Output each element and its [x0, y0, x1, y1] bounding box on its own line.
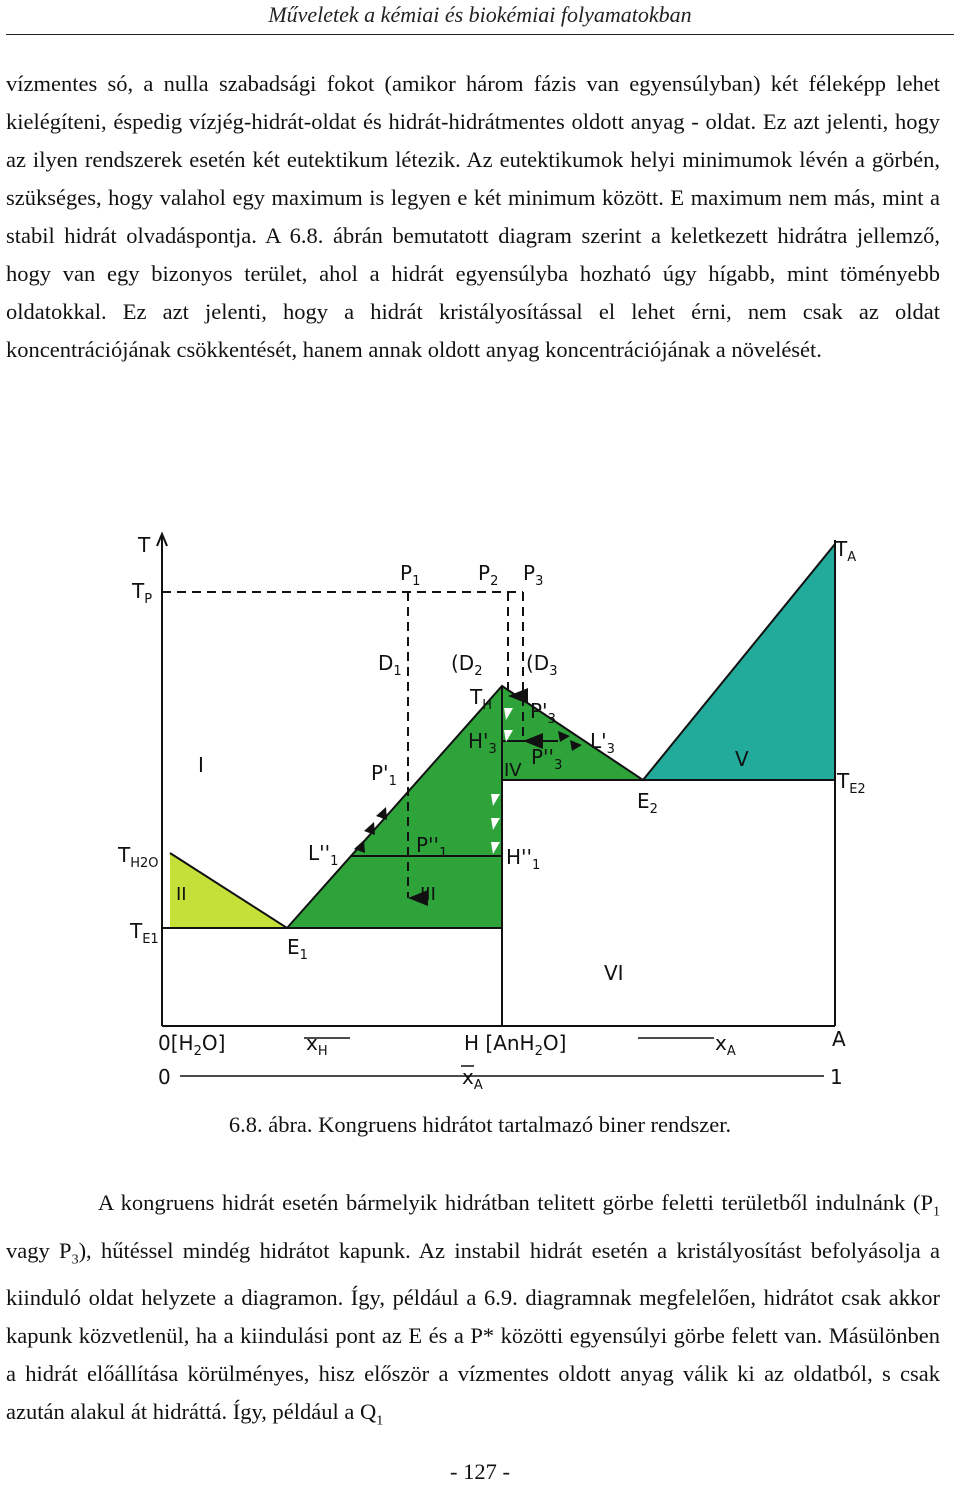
label-TE2: $T_{E2}$ [837, 769, 866, 797]
label-P2: $P_2$ [478, 561, 499, 589]
label-E2: $E_2$ [637, 789, 658, 817]
bottom-axis-zero: 0 [158, 1065, 171, 1089]
arrow-curve-3 [376, 807, 387, 820]
label-D3: ($D_3$ [526, 651, 558, 679]
label-P1-prime: $P'_1$ [371, 761, 397, 789]
region-label-V: V [735, 747, 749, 771]
label-E1: $E_1$ [287, 935, 308, 963]
label-P3: $P_3$ [523, 561, 544, 589]
region-III-IV-fill [287, 686, 643, 928]
header-rule [6, 34, 954, 35]
label-P3-prime: $P'_3$ [530, 699, 556, 727]
label-D2: ($D_2$ [451, 651, 483, 679]
label-L1-double-prime: $L''_1$ [308, 841, 339, 869]
region-label-III: III [420, 884, 436, 905]
label-T: T [138, 533, 151, 557]
region-label-IV: IV [504, 760, 522, 781]
x-axis-xH-label: $x_H$ [306, 1031, 328, 1059]
region-label-II: II [176, 884, 187, 905]
figure-caption: 6.8. ábra. Kongruens hidrátot tartalmazó biner rendszer. [228, 1112, 732, 1137]
paragraph-2: A kongruens hidrát esetén bármelyik hidrátban telitett görbe feletti területből indulnánk ($P_1$ vagy $P_3$), hűtéssel mindég hidrátot kapunk. Az instabil hidrát esetén a kristályosítást befolyásolja a kiinduló oldat helyzete a diagramon. Így, például a 6.9. diagramnak megfelelően, hidrátot csak akkor kapunk közvetlenül, ha a kiindulási pont az E és a P* közötti egyensúlyi görbe felett van. Másülönben a hidrát előállítása körülményes, hisz először a vízmentes oldott anyag válik ki az oldatból, s csak azután alakul át hidráttá. Így, például a $Q_1$ [6, 1190, 941, 1429]
label-TH2O: $T_{H2O}$ [118, 843, 159, 871]
phase-diagram-figure [118, 526, 878, 1101]
label-H3-prime: $H'_3$ [468, 729, 497, 757]
page-number: - 127 - [450, 1459, 510, 1484]
label-D1: $D_1$ [378, 651, 402, 679]
region-label-I: I [198, 753, 204, 777]
running-title: Műveletek a kémiai és biokémiai folyamatokban [268, 2, 692, 27]
x-axis-xA-label: $x_A$ [715, 1031, 736, 1059]
region-label-VI: VI [604, 961, 624, 985]
bottom-axis-one: 1 [830, 1065, 843, 1089]
x-axis-hydrate-label: H [AnH$_2$O] [464, 1031, 567, 1059]
bottom-axis-xA: $x_A$ [462, 1065, 483, 1093]
label-TP: $T_P$ [132, 579, 153, 607]
label-TH: $T_H$ [470, 685, 492, 713]
arrow-curve-2 [364, 822, 375, 835]
paragraph-1: vízmentes só, a nulla szabadsági fokot (amikor három fázis van egyensúlyban) két féleképp lehet kielégíteni, éspedig vízjég-hidrát-oldat és hidrát-hidrátmentes oldott anyag - oldat. Ez azt jelenti, hogy az ilyen rendszerek esetén két eutektikum létezik. Az eutektikumok helyi minimumok lévén a görbén, szükséges, hogy valahol egy maximum is legyen e két minimum között. E maximum nem más, mint a stabil hidrát olvadáspontja. A 6.8. ábrán bemutatott diagram szerint a keletkezett hidrátra jellemző, hogy van egy bizonyos terület, ahol a hidrát egyensúlyba hozható úgy hígabb, mint töményebb oldatokkal. Ez azt jelenti, hogy a hidrát kristályosítással el lehet érni, nem csak az oldat koncentrációjának csökkentését, hanem annak oldott anyag koncentrációjának a növelését. [6, 71, 940, 362]
label-TE1: $T_{E1}$ [130, 919, 159, 947]
phase-diagram [118, 526, 878, 1101]
label-P1-double-prime: $P''_1$ [416, 833, 448, 861]
x-axis-origin-label: $0[H_2O]$ [158, 1031, 226, 1059]
label-P1: $P_1$ [400, 561, 421, 589]
label-P3-double-prime: $P''_3$ [531, 745, 563, 773]
label-L3-prime: $L'_3$ [590, 729, 615, 757]
label-TA: $T_A$ [835, 537, 857, 565]
label-H1-double-prime: $H''_1$ [506, 845, 541, 873]
page-header [0, 0, 960, 36]
x-axis-A-label: A [832, 1027, 846, 1051]
